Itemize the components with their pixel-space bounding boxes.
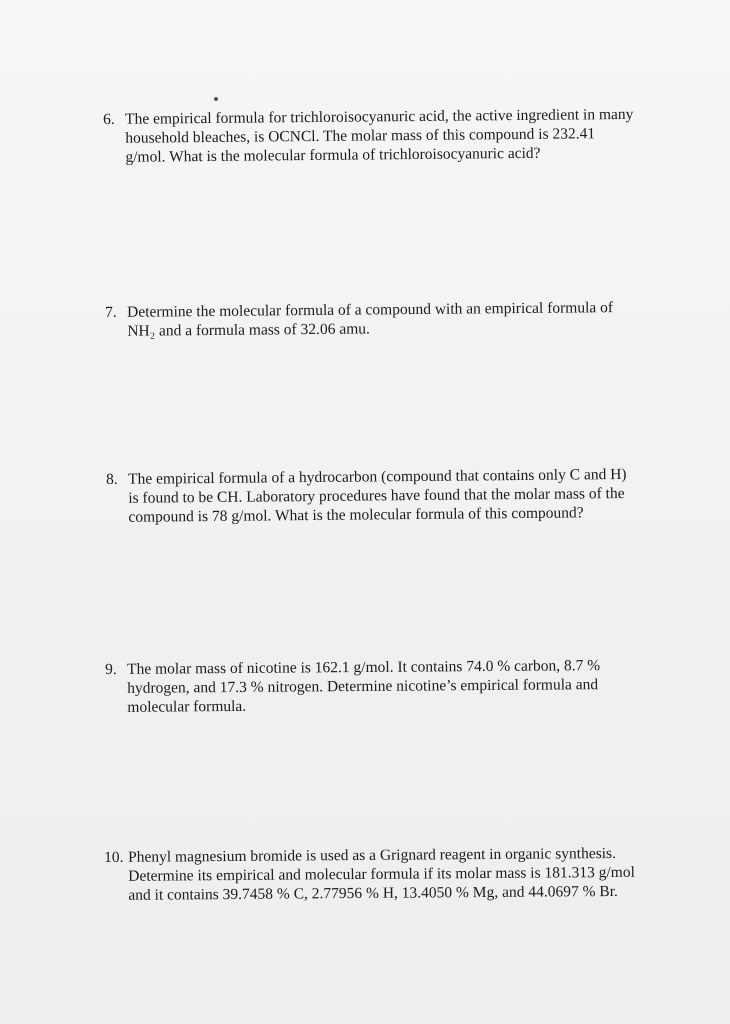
- question-number: 10.: [104, 848, 124, 866]
- question-line: The empirical formula for trichloroisocyanuric acid, the active ingredient in many: [125, 105, 634, 128]
- question-number: 9.: [105, 660, 117, 678]
- question-text: [128, 843, 684, 904]
- question-line: Determine its empirical and molecular formula if its molar mass is 181.313 g/mol: [128, 863, 635, 885]
- question-10: [104, 843, 684, 905]
- question-number: 6.: [103, 110, 115, 128]
- question-line: g/mol. What is the molecular formula of trichloroisocyanuric acid?: [125, 144, 541, 166]
- question-line: molecular formula.: [127, 697, 247, 716]
- question-line: compound is 78 g/mol. What is the molecular formula of this compound?: [128, 504, 584, 526]
- question-number: 7.: [105, 303, 117, 321]
- question-text: [127, 298, 665, 341]
- question-8: [106, 465, 667, 527]
- question-line: and it contains 39.7458 % C, 2.77956 % H, 13.4050 % Mg, and 44.0697 % Br.: [128, 882, 618, 904]
- stray-mark-dot: [214, 97, 218, 101]
- question-text: [128, 465, 667, 527]
- question-text: [125, 105, 664, 167]
- question-line: household bleaches, is OCNCl. The molar mass of this compound is 232.41: [125, 125, 596, 147]
- question-line: is found to be CH. Laboratory procedures have found that the molar mass of the: [128, 485, 625, 507]
- question-text: [127, 656, 665, 717]
- question-line: Phenyl magnesium bromide is used as a Grignard reagent in organic synthesis.: [128, 844, 617, 866]
- question-line: hydrogen, and 17.3 % nitrogen. Determine nicotine’s empirical formula and: [127, 676, 599, 697]
- question-number: 8.: [106, 470, 118, 488]
- question-7: [105, 298, 665, 341]
- question-line: The molar mass of nicotine is 162.1 g/mol. It contains 74.0 % carbon, 8.7 %: [127, 657, 601, 678]
- question-line: Determine the molecular formula of a compound with an empirical formula of: [127, 299, 614, 321]
- question-9: [105, 656, 665, 717]
- question-line: NH₂ and a formula mass of 32.06 amu.: [127, 320, 370, 340]
- question-line: The empirical formula of a hydrocarbon (compound that contains only C and H): [128, 466, 627, 488]
- question-6: [103, 105, 664, 167]
